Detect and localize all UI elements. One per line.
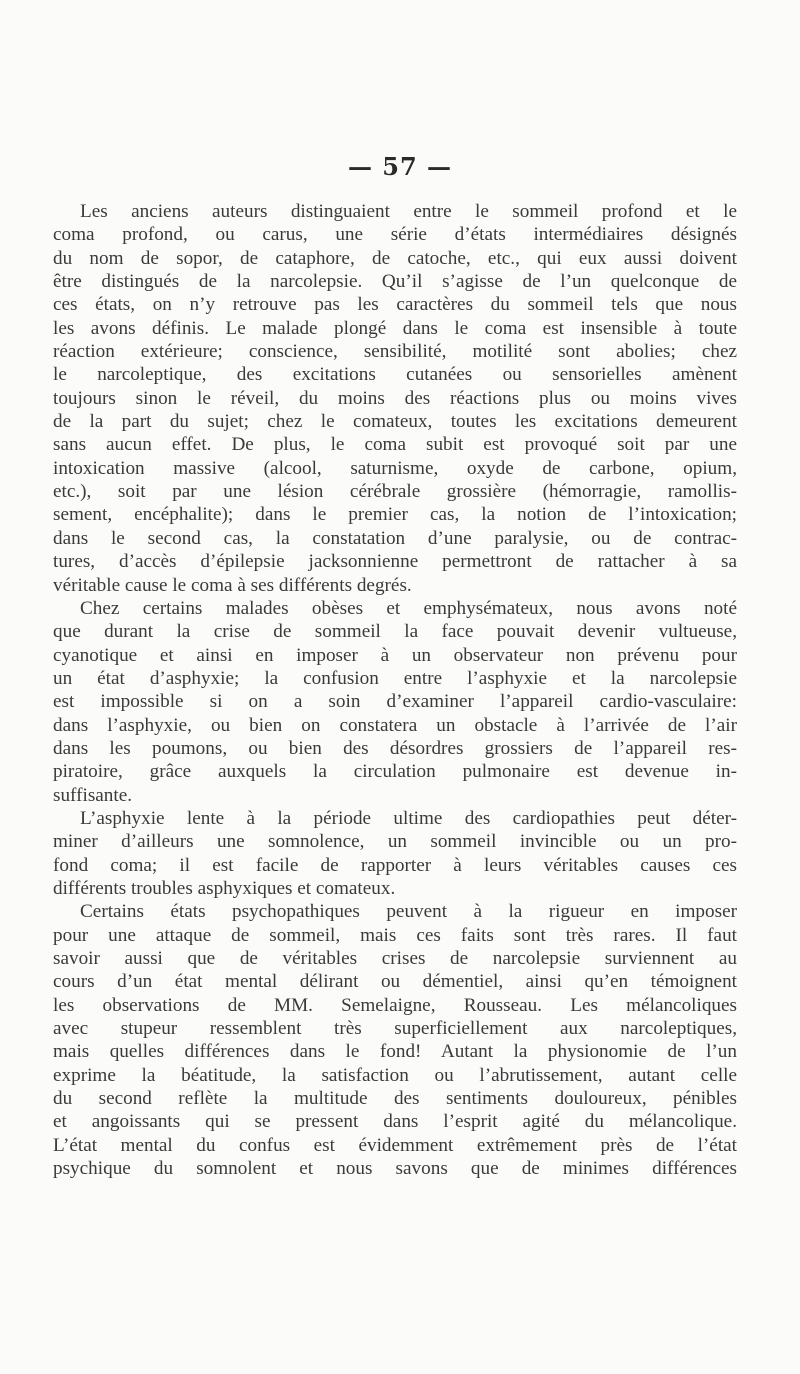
text-line: le narcoleptique, des excitations cutanées ou sensorielles amènent [53,364,737,386]
text-line: etc.), soit par une lésion cérébrale grossière (hémorragie, ramollis- [53,481,737,503]
text-line: miner d’ailleurs une somnolence, un sommeil invincible ou un pro- [53,831,737,853]
text-line: et angoissants qui se pressent dans l’esprit agité du mélancolique. [53,1111,737,1133]
text-line: piratoire, grâce auxquels la circulation pulmonaire est devenue in- [53,761,737,783]
text-line: psychique du somnolent et nous savons que de minimes différences [53,1158,737,1180]
body-text [53,200,737,1180]
text-line: véritable cause le coma à ses différents degrés. [53,574,412,596]
text-line: que durant la crise de sommeil la face pouvait devenir vultueuse, [53,621,737,643]
text-line: les observations de MM. Semelaigne, Rousseau. Les mélancoliques [53,994,737,1016]
text-line: L’état mental du confus est évidemment extrêmement près de l’état [53,1134,737,1156]
text-line: sans aucun effet. De plus, le coma subit est provoqué soit par une [53,434,737,456]
text-line: pour une attaque de sommeil, mais ces faits sont très rares. Il faut [53,924,737,946]
text-line: ces états, on n’y retrouve pas les caractères du sommeil tels que nous [53,294,737,316]
text-line: Chez certains malades obèses et emphysémateux, nous avons noté [80,597,737,619]
text-line: avec stupeur ressemblent très superficiellement aux narcoleptiques, [53,1018,737,1040]
text-line: intoxication massive (alcool, saturnisme, oxyde de carbone, opium, [53,457,737,479]
text-line: un état d’asphyxie; la confusion entre l’asphyxie et la narcolepsie [53,667,737,689]
text-line: fond coma; il est facile de rapporter à leurs véritables causes ces [53,854,737,876]
paragraph [53,597,737,807]
text-line: dans les poumons, ou bien des désordres grossiers de l’appareil res- [53,737,737,759]
text-line: Les anciens auteurs distinguaient entre le sommeil profond et le [80,201,737,222]
paragraph [53,200,737,597]
text-line: sement, encéphalite); dans le premier cas, la notion de l’intoxication; [53,504,737,526]
paragraph [53,900,737,1180]
text-line: de la part du sujet; chez le comateux, toutes les excitations demeurent [53,411,737,433]
text-line: cours d’un état mental délirant ou démentiel, ainsi qu’en témoignent [53,971,737,993]
text-line: différents troubles asphyxiques et comateux. [53,877,396,899]
text-line: toujours sinon le réveil, du moins des réactions plus ou moins vives [53,387,737,409]
text-line: du nom de sopor, de cataphore, de catoche, etc., qui eux aussi doivent [53,247,737,269]
text-line: dans l’asphyxie, ou bien on constatera un obstacle à l’arrivée de l’air [53,714,737,736]
text-line: Certains états psychopathiques peuvent à la rigueur en imposer [80,901,737,923]
text-line: tures, d’accès d’épilepsie jacksonnienne permettront de rattacher à sa [53,551,737,573]
text-line: les avons définis. Le malade plongé dans le coma est insensible à toute [53,317,737,339]
text-line: coma profond, ou carus, une série d’états intermédiaires désignés [53,224,737,246]
text-line: du second reflète la multitude des sentiments douloureux, pénibles [53,1088,737,1110]
text-line: mais quelles différences dans le fond! Autant la physionomie de l’un [53,1041,737,1063]
text-line: réaction extérieure; conscience, sensibilité, motilité sont abolies; chez [53,341,737,363]
text-line: cyanotique et ainsi en imposer à un observateur non prévenu pour [53,644,737,666]
text-line: savoir aussi que de véritables crises de narcolepsie surviennent au [53,948,737,969]
paragraph [53,807,737,900]
text-line: exprime la béatitude, la satisfaction ou l’abrutissement, autant celle [53,1064,737,1086]
page-number: — 57 — [347,152,453,181]
text-line: est impossible si on a soin d’examiner l’appareil cardio-vasculaire: [53,691,737,713]
text-line: dans le second cas, la constatation d’une paralysie, ou de contrac- [53,527,737,549]
text-line: L’asphyxie lente à la période ultime des cardiopathies peut déter- [80,807,737,829]
text-line: suffisante. [53,784,133,806]
text-line: être distingués de la narcolepsie. Qu’il s’agisse de l’un quelconque de [53,271,737,293]
